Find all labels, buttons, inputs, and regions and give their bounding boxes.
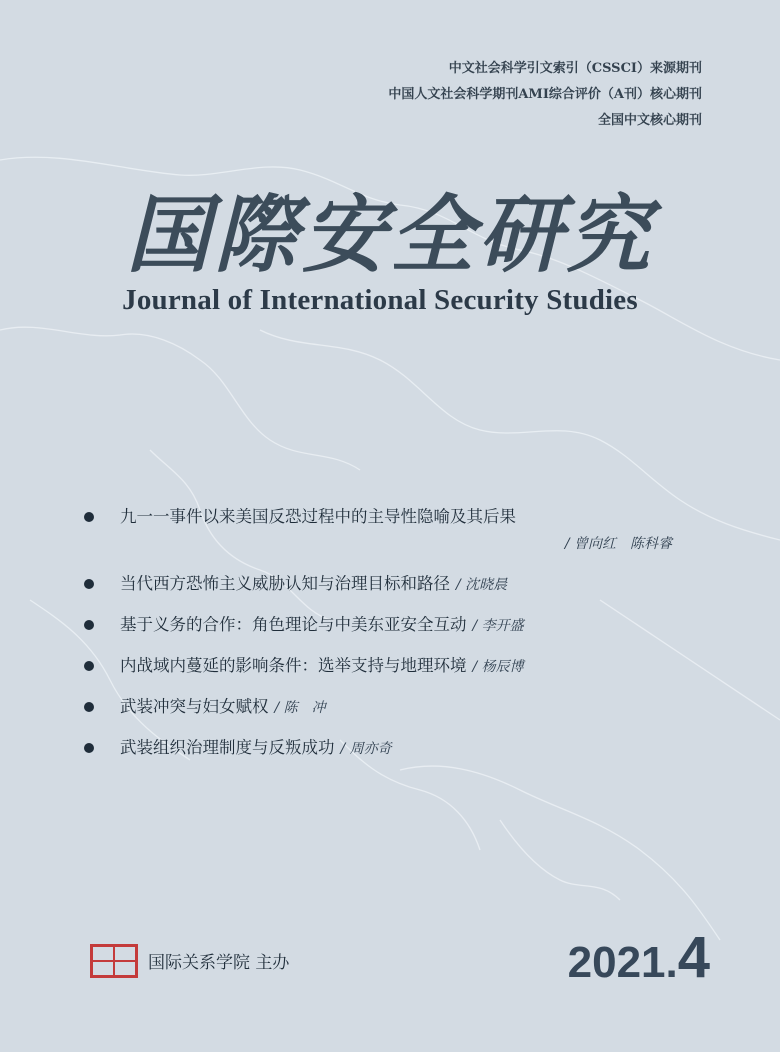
- article-item: [84, 736, 724, 761]
- article-item: [84, 572, 724, 597]
- indexing-list: [388, 56, 702, 134]
- article-title: 武装冲突与妇女赋权: [120, 697, 269, 716]
- article-author: / 李开盛: [472, 618, 524, 634]
- article-title: 九一一事件以来美国反恐过程中的主导性隐喻及其后果: [120, 507, 516, 526]
- publisher-label: 国际关系学院 主办: [148, 953, 290, 973]
- journal-title-english: Journal of International Security Studies: [122, 284, 638, 316]
- indexing-line: 中国人文社会科学期刊AMI综合评价（A刊）核心期刊: [388, 87, 702, 102]
- article-title: 内战域内蔓延的影响条件：选举支持与地理环境: [120, 656, 467, 675]
- issue-num: 4: [677, 925, 710, 990]
- article-title: 基于义务的合作：角色理论与中美东亚安全互动: [120, 615, 467, 634]
- article-author: / 曾向红 陈科睿: [564, 536, 672, 552]
- issue-number: [568, 924, 710, 991]
- bullet-icon: [84, 512, 94, 522]
- journal-title-chinese: 国際安全研究: [125, 185, 654, 284]
- article-author: / 杨辰博: [472, 659, 524, 675]
- article-author: / 沈晓晨: [456, 577, 508, 593]
- article-item: [84, 654, 724, 679]
- bullet-icon: [84, 743, 94, 753]
- article-title: 武装组织治理制度与反叛成功: [120, 738, 335, 757]
- article-item: [84, 695, 724, 720]
- article-author: / 周亦奇: [340, 741, 392, 757]
- indexing-line: 全国中文核心期刊: [597, 113, 702, 128]
- issue-year: 2021.: [567, 938, 678, 987]
- indexing-line: 中文社会科学引文索引（CSSCI）来源期刊: [448, 61, 702, 76]
- bullet-icon: [84, 620, 94, 630]
- institution-seal-logo: [90, 944, 138, 978]
- bullet-icon: [84, 579, 94, 589]
- article-item: [84, 613, 724, 638]
- bullet-icon: [84, 661, 94, 671]
- article-list: [84, 505, 724, 777]
- article-title: 当代西方恐怖主义威胁认知与治理目标和路径: [120, 574, 450, 593]
- bullet-icon: [84, 702, 94, 712]
- article-item: [84, 505, 724, 556]
- article-author: / 陈 冲: [274, 700, 326, 716]
